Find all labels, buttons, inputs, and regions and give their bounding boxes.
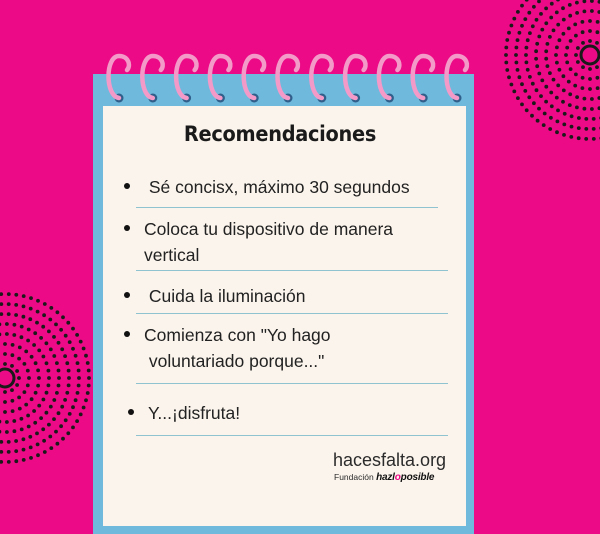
card-title: Recomendaciones — [22, 122, 537, 146]
bullet-icon — [128, 409, 134, 415]
list-item-text: Comienza con "Yo hago voluntariado porque..." — [124, 322, 454, 374]
bullet-icon — [124, 225, 130, 231]
bullet-icon — [124, 292, 130, 298]
list-item-text: Sé concisx, máximo 30 segundos — [124, 174, 454, 200]
brand-foundation — [334, 472, 434, 483]
list-item — [124, 216, 454, 268]
list-item-text: Cuida la iluminación — [124, 283, 454, 309]
divider — [136, 313, 448, 314]
brand-site: hacesfalta.org — [333, 450, 446, 471]
bullet-icon — [124, 183, 130, 189]
list-item — [124, 322, 454, 374]
list-item-text: Y...¡disfruta! — [128, 400, 458, 426]
brand-foundation-label: Fundación — [334, 472, 374, 482]
hazloposible-logo: hazloposible — [376, 472, 434, 483]
divider — [136, 270, 448, 271]
bullet-icon — [124, 331, 130, 337]
list-item — [124, 174, 454, 200]
divider — [136, 435, 448, 436]
dotted-circle-left — [0, 292, 91, 464]
list-item — [124, 283, 454, 309]
spiral-binding — [0, 0, 600, 120]
list-item-text: Coloca tu dispositivo de manera vertical — [124, 216, 454, 268]
list-item — [128, 400, 458, 426]
divider — [136, 207, 438, 208]
divider — [136, 383, 448, 384]
